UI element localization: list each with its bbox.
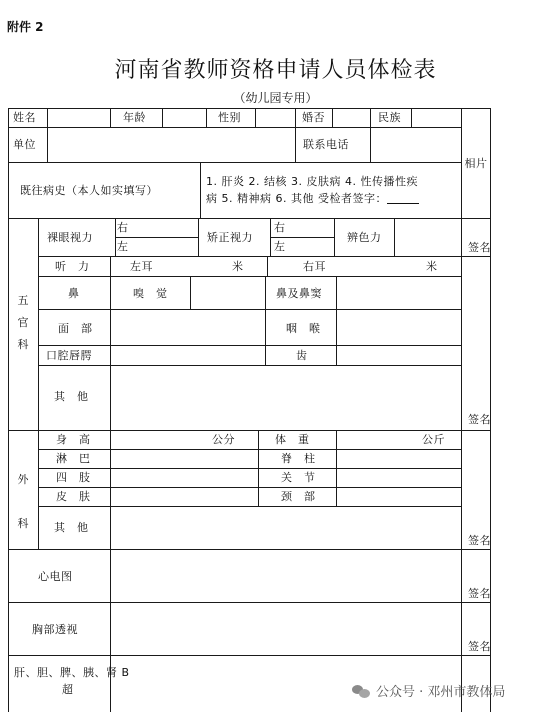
ultrasound-label-line2: 超 xyxy=(62,683,74,696)
rule xyxy=(115,237,198,238)
height-label: 身 高 xyxy=(56,433,91,446)
rule xyxy=(8,549,491,550)
hearing-label: 听 力 xyxy=(55,260,90,273)
corrected-vision-right: 右 xyxy=(274,221,286,234)
form-title: 河南省教师资格申请人员体检表 xyxy=(114,58,437,83)
name-label: 姓名 xyxy=(13,111,36,124)
rule xyxy=(47,127,48,162)
rule xyxy=(8,108,491,109)
chest-xray-label: 胸部透视 xyxy=(32,623,78,636)
rule xyxy=(115,218,116,256)
rule xyxy=(38,345,461,346)
rule xyxy=(336,345,337,365)
rule xyxy=(336,430,337,506)
rule xyxy=(162,108,163,127)
naked-vision-right: 右 xyxy=(117,221,129,234)
skin-label: 皮 肤 xyxy=(56,490,91,503)
rule xyxy=(8,218,491,219)
rule xyxy=(270,237,334,238)
rule xyxy=(255,108,256,127)
rule xyxy=(38,256,491,257)
rule xyxy=(8,602,491,603)
rule xyxy=(8,655,491,656)
teeth-label: 齿 xyxy=(296,349,308,362)
weight-unit: 公斤 xyxy=(422,433,445,446)
rule xyxy=(38,506,461,507)
examinee-signature-line[interactable] xyxy=(387,194,419,204)
limbs-label: 四 肢 xyxy=(56,471,91,484)
right-ear-label: 右耳 xyxy=(303,260,326,273)
rule xyxy=(47,108,48,127)
rule xyxy=(270,218,271,256)
nose-label: 鼻 xyxy=(68,287,80,300)
rule xyxy=(394,218,395,256)
neck-label: 颈 部 xyxy=(281,490,316,503)
disease-list-line2: 病 5. 精神病 6. 其他 受检者签字： xyxy=(206,193,419,204)
rule xyxy=(38,468,461,469)
ethnicity-label: 民族 xyxy=(378,111,401,124)
weight-label: 体 重 xyxy=(275,433,310,446)
facial-sign-label-1: 签名 xyxy=(468,241,491,254)
surgery-other-label: 其 他 xyxy=(54,521,89,534)
rule xyxy=(110,549,111,712)
rule xyxy=(336,276,337,309)
rule xyxy=(200,162,201,218)
watermark xyxy=(352,681,505,700)
throat-label: 咽 喉 xyxy=(286,322,321,335)
facial-sign-label-2: 签名 xyxy=(468,413,491,426)
rule xyxy=(110,365,111,430)
rule xyxy=(38,365,461,366)
lymph-label: 淋 巴 xyxy=(56,452,91,465)
rule xyxy=(110,345,111,365)
rule xyxy=(206,108,207,127)
rule xyxy=(110,430,111,506)
rule xyxy=(8,162,461,163)
rule xyxy=(295,108,296,127)
rule xyxy=(38,449,461,450)
rule xyxy=(8,430,491,431)
photo-label: 相片 xyxy=(464,157,488,170)
rule xyxy=(190,276,191,309)
left-ear-label: 左耳 xyxy=(130,260,153,273)
disease-list-line1: 1. 肝炎 2. 结核 3. 皮肤病 4. 性传播性疾 xyxy=(206,175,418,188)
rule xyxy=(38,309,461,310)
rule xyxy=(411,108,412,127)
rule xyxy=(110,276,111,309)
height-unit: 公分 xyxy=(212,433,235,446)
rule xyxy=(461,108,462,712)
rule xyxy=(8,108,9,712)
marital-status-label: 婚否 xyxy=(302,111,325,124)
nasal-sinus-label: 鼻及鼻窦 xyxy=(276,287,322,300)
rule xyxy=(295,127,296,162)
spine-label: 脊 柱 xyxy=(281,452,316,465)
face-label: 面 部 xyxy=(58,322,93,335)
rule xyxy=(267,256,268,276)
rule xyxy=(110,506,111,549)
chest-sign-label: 签名 xyxy=(468,640,491,653)
joints-label: 关 节 xyxy=(281,471,316,484)
rule xyxy=(258,430,259,506)
rule xyxy=(110,309,111,345)
rule xyxy=(38,276,461,277)
watermark-text: 公众号 · 邓州市教体局 xyxy=(376,685,506,700)
rule xyxy=(334,218,335,256)
rule xyxy=(265,276,266,309)
annex-label: 附件 2 xyxy=(7,20,44,34)
corrected-vision-label: 矫正视力 xyxy=(207,231,253,244)
left-ear-meter: 米 xyxy=(232,260,244,273)
wechat-icon xyxy=(352,684,370,698)
facial-section-label: 五 官 科 xyxy=(17,294,29,351)
corrected-vision-left: 左 xyxy=(274,240,286,253)
unit-label: 单位 xyxy=(13,138,36,151)
rule xyxy=(110,256,111,276)
phone-label: 联系电话 xyxy=(303,138,349,151)
rule xyxy=(370,108,371,127)
rule xyxy=(38,218,39,549)
gender-label: 性别 xyxy=(218,111,241,124)
naked-vision-label: 裸眼视力 xyxy=(47,231,93,244)
oral-lips-label: 口腔唇腭 xyxy=(46,349,92,362)
surgery-section-label: 外 科 xyxy=(17,473,29,530)
facial-other-label: 其 他 xyxy=(54,390,89,403)
naked-vision-left: 左 xyxy=(117,240,129,253)
rule xyxy=(336,309,337,345)
surgery-sign-label: 签名 xyxy=(468,534,491,547)
smell-label: 嗅 觉 xyxy=(133,287,168,300)
color-vision-label: 辨色力 xyxy=(347,231,382,244)
rule xyxy=(38,487,461,488)
rule xyxy=(370,127,371,162)
rule xyxy=(8,127,461,128)
rule xyxy=(198,218,199,256)
right-ear-meter: 米 xyxy=(426,260,438,273)
rule xyxy=(490,108,491,712)
rule xyxy=(110,108,111,127)
age-label: 年龄 xyxy=(123,111,146,124)
ecg-label: 心电图 xyxy=(38,570,73,583)
medical-history-label: 既往病史（本人如实填写） xyxy=(20,184,158,197)
ultrasound-label-line1: 肝、胆、脾、胰、肾 B xyxy=(14,666,130,679)
rule xyxy=(265,309,266,345)
rule xyxy=(332,108,333,127)
ecg-sign-label: 签名 xyxy=(468,587,491,600)
rule xyxy=(265,345,266,365)
form-subtitle: （幼儿园专用） xyxy=(233,91,318,105)
